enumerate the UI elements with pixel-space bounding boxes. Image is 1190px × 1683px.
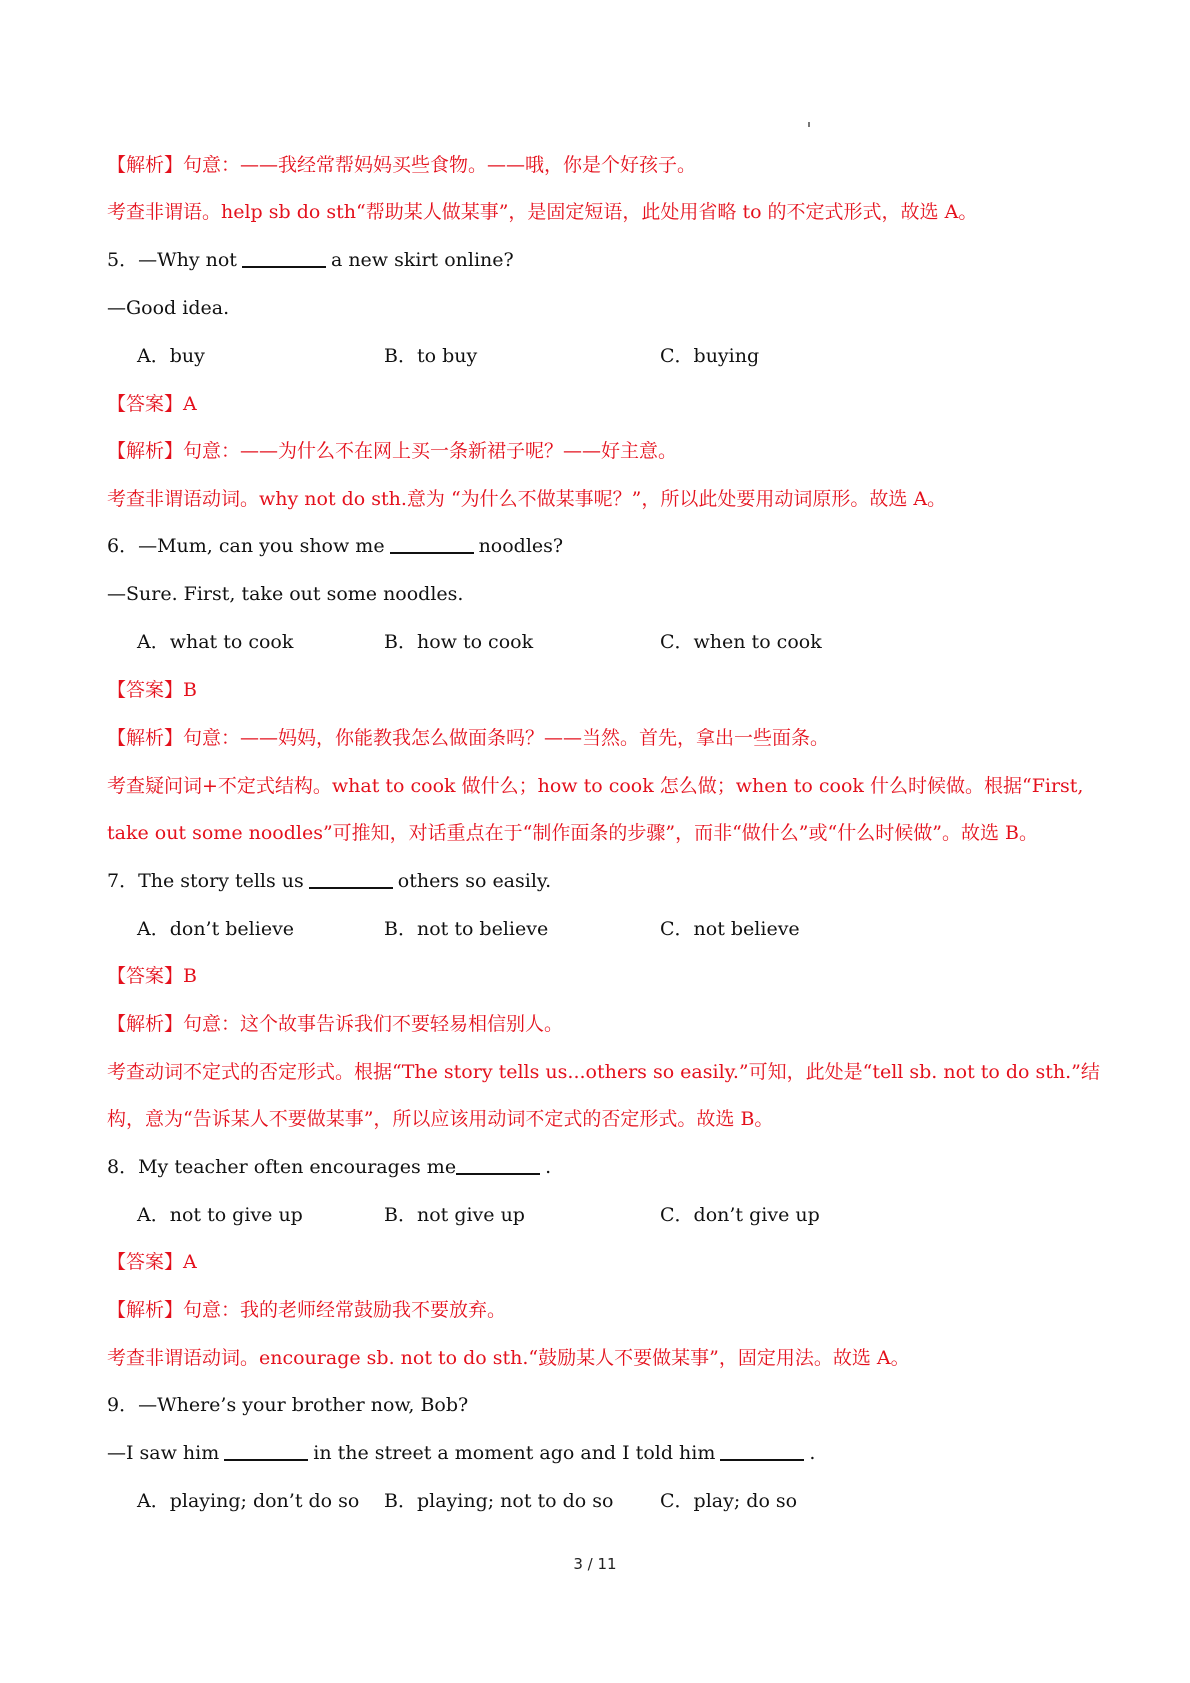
dialogue-line <box>107 1440 1097 1466</box>
option-a: A．not to give up <box>137 1204 303 1226</box>
question-text: 5．—Why not <box>107 249 237 271</box>
analysis-line: 【解析】句意：——为什么不在网上买一条新裙子呢？——好主意。 <box>107 440 678 462</box>
question-text: . <box>809 1442 816 1464</box>
answer-line: 【答案】B <box>107 965 197 987</box>
option-c: C．when to cook <box>660 631 822 653</box>
dialogue-line: —Good idea. <box>107 297 230 319</box>
question-text: in the street a moment ago and I told him <box>313 1442 716 1464</box>
question-9: 9．—Where’s your brother now, Bob? <box>107 1394 469 1416</box>
question-5 <box>107 247 1097 273</box>
question-8 <box>107 1154 1097 1180</box>
analysis-line: 构，意为“告诉某人不要做某事”，所以应该用动词不定式的否定形式。故选 B。 <box>107 1108 774 1130</box>
question-6 <box>107 533 1097 559</box>
answer-blank <box>224 1441 308 1461</box>
analysis-line: 考查疑问词+不定式结构。what to cook 做什么；how to cook 怎么做；when to cook 什么时候做。根据“First, <box>107 775 1084 797</box>
option-c: C．play; do so <box>660 1490 798 1512</box>
page-number: 3 / 11 <box>573 1555 617 1573</box>
answer-blank <box>720 1441 804 1461</box>
option-b: B．to buy <box>384 345 478 367</box>
question-text: others so easily. <box>397 870 552 892</box>
analysis-line: 考查非谓语动词。why not do sth.意为 “为什么不做某事呢？”，所以此处要用动词原形。故选 A。 <box>107 488 947 510</box>
dialogue-line: —Sure. First, take out some noodles. <box>107 583 464 605</box>
analysis-line: 【解析】句意：——我经常帮妈妈买些食物。——哦，你是个好孩子。 <box>107 154 697 176</box>
option-a: A．what to cook <box>137 631 294 653</box>
question-text: 6．—Mum, can you show me <box>107 535 385 557</box>
question-text: . <box>545 1156 552 1178</box>
question-text: a new skirt online? <box>330 249 514 271</box>
analysis-line: 考查非谓语。help sb do sth“帮助某人做某事”，是固定短语，此处用省略 to 的不定式形式，故选 A。 <box>107 201 978 223</box>
option-b: B．playing; not to do so <box>384 1490 614 1512</box>
analysis-line: 考查动词不定式的否定形式。根据“The story tells us...others so easily.”可知，此处是“tell sb. not to do sth.”结 <box>107 1061 1100 1083</box>
analysis-line: 【解析】句意：这个故事告诉我们不要轻易相信别人。 <box>107 1013 564 1035</box>
question-text: —I saw him <box>107 1442 220 1464</box>
answer-line: 【答案】A <box>107 1251 197 1273</box>
answer-blank <box>456 1155 540 1175</box>
analysis-line: 【解析】句意：——妈妈，你能教我怎么做面条吗？——当然。首先，拿出一些面条。 <box>107 727 830 749</box>
answer-blank <box>242 248 326 268</box>
option-b: B．not to believe <box>384 918 549 940</box>
question-text: 8．My teacher often encourages me <box>107 1156 457 1178</box>
option-b: B．how to cook <box>384 631 534 653</box>
answer-line: 【答案】B <box>107 679 197 701</box>
option-a: A．buy <box>137 345 205 367</box>
option-c: C．don’t give up <box>660 1204 820 1226</box>
option-a: A．playing; don’t do so <box>137 1490 360 1512</box>
analysis-line: 【解析】句意：我的老师经常鼓励我不要放弃。 <box>107 1299 507 1321</box>
question-text: noodles? <box>478 535 564 557</box>
option-b: B．not give up <box>384 1204 525 1226</box>
tiny-mark <box>808 122 810 127</box>
answer-blank <box>309 869 393 889</box>
answer-line: 【答案】A <box>107 393 197 415</box>
question-7 <box>107 868 1097 894</box>
answer-blank <box>390 534 474 554</box>
option-c: C．buying <box>660 345 760 367</box>
analysis-line: 考查非谓语动词。encourage sb. not to do sth.“鼓励某人不要做某事”，固定用法。故选 A。 <box>107 1347 910 1369</box>
analysis-line: take out some noodles”可推知，对话重点在于“制作面条的步骤”，而非“做什么”或“什么时候做”。故选 B。 <box>107 822 1038 844</box>
question-text: 7．The story tells us <box>107 870 304 892</box>
option-c: C．not believe <box>660 918 800 940</box>
option-a: A．don’t believe <box>137 918 295 940</box>
